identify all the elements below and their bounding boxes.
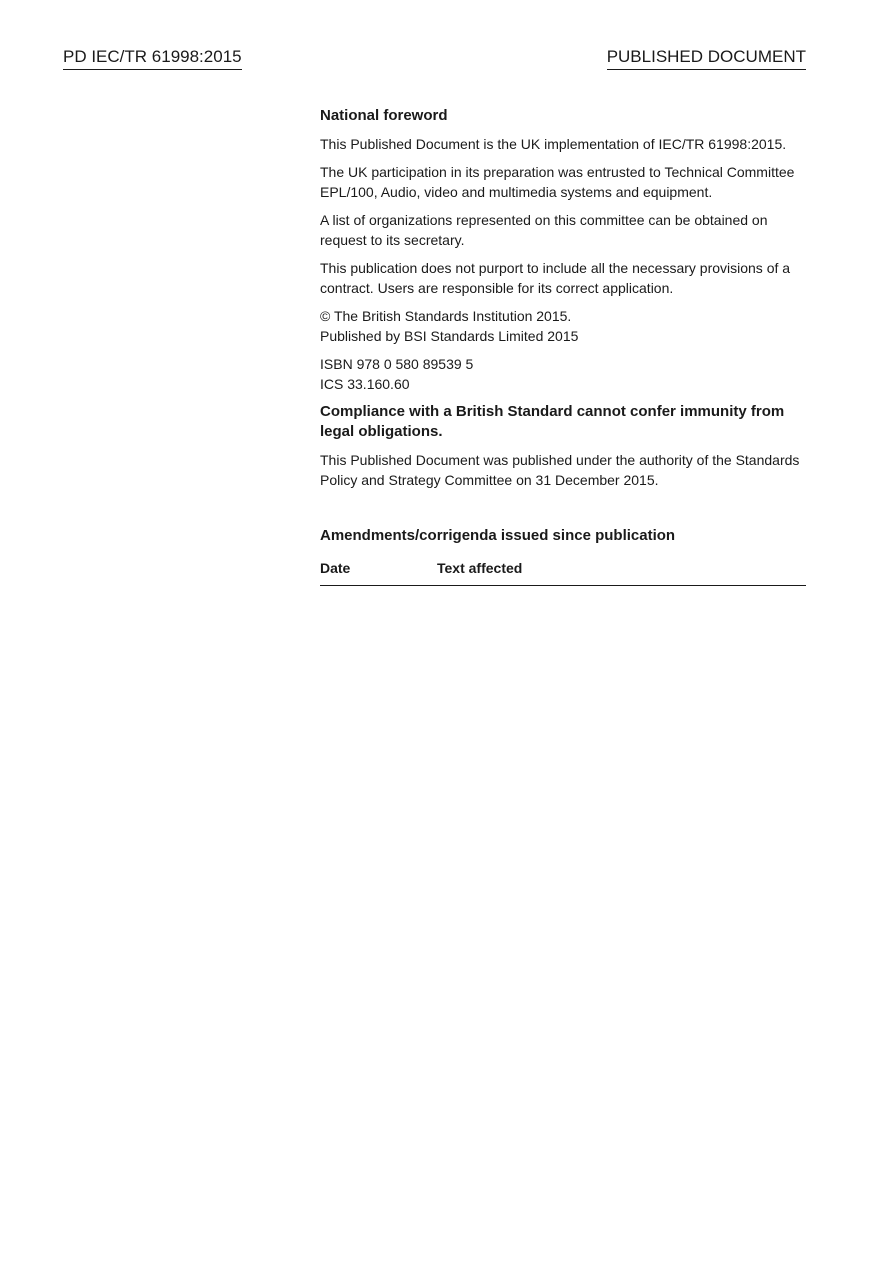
document-id: PD IEC/TR 61998:2015 [63, 46, 242, 70]
ics-line: ICS 33.160.60 [320, 376, 410, 392]
copyright-line: © The British Standards Institution 2015. [320, 308, 572, 324]
amendments-header-row [320, 558, 806, 586]
national-foreword-section [320, 106, 806, 586]
amendments-table [320, 558, 806, 586]
foreword-title: National foreword [320, 107, 448, 124]
foreword-paragraph-committee: The UK participation in its preparation was entrusted to Technical Committee EPL/100, Audio, video and multimedia systems and equipment. [320, 164, 795, 200]
foreword-paragraph-provisions: This publication does not purport to include all the necessary provisions of a contract. Users are responsible for its correct application. [320, 260, 791, 296]
document-type: PUBLISHED DOCUMENT [607, 46, 806, 70]
column-header-text-affected: Text affected [437, 558, 806, 586]
amendments-title: Amendments/corrigenda issued since publication [320, 527, 676, 544]
column-header-date: Date [320, 558, 437, 586]
publisher-line: Published by BSI Standards Limited 2015 [320, 328, 579, 344]
authority-statement: This Published Document was published under the authority of the Standards Policy and Strategy Committee on 31 December 2015. [320, 452, 800, 488]
foreword-paragraph-organizations: A list of organizations represented on this committee can be obtained on request to its secretary. [320, 212, 768, 248]
foreword-paragraph-implementation: This Published Document is the UK implementation of IEC/TR 61998:2015. [320, 136, 787, 152]
isbn-line: ISBN 978 0 580 89539 5 [320, 356, 474, 372]
compliance-statement: Compliance with a British Standard cannot confer immunity from legal obligations. [320, 403, 785, 440]
